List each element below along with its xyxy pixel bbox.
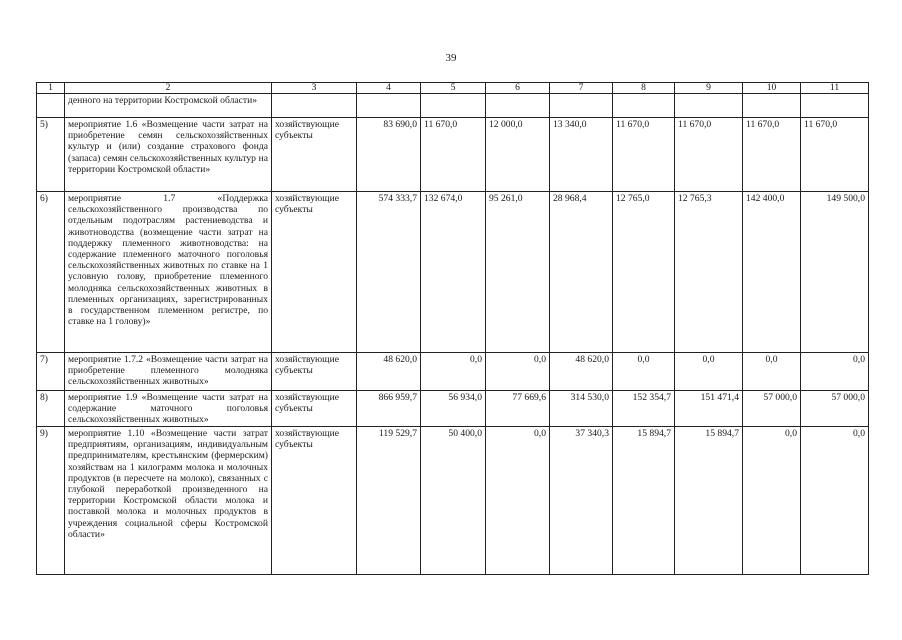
value-cell: 12 000,0 <box>486 118 550 192</box>
value-cell: 0,0 <box>743 353 801 391</box>
row-description: мероприятие 1.7.2 «Возмещение части затрат на приобретение племенного молодняка сельскохозяйственных животных» <box>65 353 272 391</box>
column-header: 7 <box>550 83 613 94</box>
value-cell: 15 894,7 <box>613 427 675 575</box>
column-header: 3 <box>272 83 357 94</box>
value-cell: 95 261,0 <box>486 192 550 353</box>
column-header: 4 <box>357 83 421 94</box>
value-cell: 83 690,0 <box>357 118 421 192</box>
value-cell <box>421 94 486 118</box>
value-cell <box>675 94 743 118</box>
value-cell: 28 968,4 <box>550 192 613 353</box>
value-cell: 48 620,0 <box>357 353 421 391</box>
value-cell <box>550 94 613 118</box>
value-cell <box>613 94 675 118</box>
row-description: денного на территории Костромской области» <box>65 94 272 118</box>
value-cell: 142 400,0 <box>743 192 801 353</box>
row-executor: хозяйствующие субъекты <box>272 192 357 353</box>
value-cell: 119 529,7 <box>357 427 421 575</box>
value-cell: 151 471,4 <box>675 391 743 427</box>
value-cell: 11 670,0 <box>613 118 675 192</box>
value-cell: 77 669,6 <box>486 391 550 427</box>
row-executor <box>272 94 357 118</box>
table-row <box>37 94 869 118</box>
page-number: 39 <box>445 52 457 64</box>
column-header: 9 <box>675 83 743 94</box>
table-row <box>37 118 869 192</box>
value-cell: 132 674,0 <box>421 192 486 353</box>
row-description: мероприятие 1.7 «Поддержка сельскохозяйственного производства по отдельным подотраслям растениеводства и животноводства (возмещение части затрат на поддержку племенного животноводства: на содержание племенного маточного поголовья сельскохозяйственных животных по ставке на 1 условную голову, приобретение племенного молодняка сельскохозяйственных животных в племенных организациях, зарегистрированных в государственном племенном регистре, по ставке на 1 голову)» <box>65 192 272 353</box>
column-header: 2 <box>65 83 272 94</box>
column-header: 6 <box>486 83 550 94</box>
value-cell: 56 934,0 <box>421 391 486 427</box>
value-cell: 12 765,0 <box>613 192 675 353</box>
row-description: мероприятие 1.10 «Возмещение части затрат предприятиям, организациям, индивидуальным предпринимателям, крестьянским (фермерским) хозяйствам на 1 килограмм молока и молочных продуктов (в пересчете на молоко), связанных с глубокой переработкой произведенного на территории Костромской области молока и поставкой молока и молочных продуктов в учреждения социальной сферы Костромской области» <box>65 427 272 575</box>
row-number: 5) <box>37 118 65 192</box>
column-header: 11 <box>801 83 869 94</box>
value-cell: 314 530,0 <box>550 391 613 427</box>
value-cell: 11 670,0 <box>801 118 869 192</box>
table-row <box>37 427 869 575</box>
value-cell: 0,0 <box>675 353 743 391</box>
row-description: мероприятие 1.6 «Возмещение части затрат на приобретение семян сельскохозяйственных культур и (или) создание страхового фонда (запаса) семян сельскохозяйственных культур на территории Костромской области» <box>65 118 272 192</box>
value-cell: 0,0 <box>743 427 801 575</box>
value-cell: 11 670,0 <box>675 118 743 192</box>
row-number: 7) <box>37 353 65 391</box>
table-header-row <box>37 83 869 94</box>
row-executor: хозяйствующие субъекты <box>272 391 357 427</box>
row-number <box>37 94 65 118</box>
value-cell: 48 620,0 <box>550 353 613 391</box>
table-row <box>37 192 869 353</box>
value-cell: 0,0 <box>486 427 550 575</box>
value-cell: 0,0 <box>613 353 675 391</box>
row-number: 9) <box>37 427 65 575</box>
value-cell: 57 000,0 <box>801 391 869 427</box>
value-cell: 57 000,0 <box>743 391 801 427</box>
value-cell: 37 340,3 <box>550 427 613 575</box>
value-cell: 50 400,0 <box>421 427 486 575</box>
value-cell: 0,0 <box>486 353 550 391</box>
value-cell: 15 894,7 <box>675 427 743 575</box>
value-cell <box>801 94 869 118</box>
value-cell: 13 340,0 <box>550 118 613 192</box>
value-cell: 0,0 <box>801 427 869 575</box>
row-executor: хозяйствующие субъекты <box>272 118 357 192</box>
column-header: 1 <box>37 83 65 94</box>
value-cell: 11 670,0 <box>743 118 801 192</box>
value-cell: 0,0 <box>801 353 869 391</box>
value-cell: 152 354,7 <box>613 391 675 427</box>
value-cell <box>357 94 421 118</box>
table-row <box>37 391 869 427</box>
value-cell: 574 333,7 <box>357 192 421 353</box>
row-executor: хозяйствующие субъекты <box>272 353 357 391</box>
column-header: 8 <box>613 83 675 94</box>
value-cell: 11 670,0 <box>421 118 486 192</box>
row-executor: хозяйствующие субъекты <box>272 427 357 575</box>
value-cell: 12 765,3 <box>675 192 743 353</box>
row-description: мероприятие 1.9 «Возмещение части затрат на содержание маточного поголовья сельскохозяйственных животных» <box>65 391 272 427</box>
table-row <box>37 353 869 391</box>
column-header: 10 <box>743 83 801 94</box>
row-number: 8) <box>37 391 65 427</box>
column-header: 5 <box>421 83 486 94</box>
value-cell: 0,0 <box>421 353 486 391</box>
value-cell <box>486 94 550 118</box>
program-table <box>36 82 869 575</box>
value-cell: 149 500,0 <box>801 192 869 353</box>
value-cell: 866 959,7 <box>357 391 421 427</box>
row-number: 6) <box>37 192 65 353</box>
value-cell <box>743 94 801 118</box>
